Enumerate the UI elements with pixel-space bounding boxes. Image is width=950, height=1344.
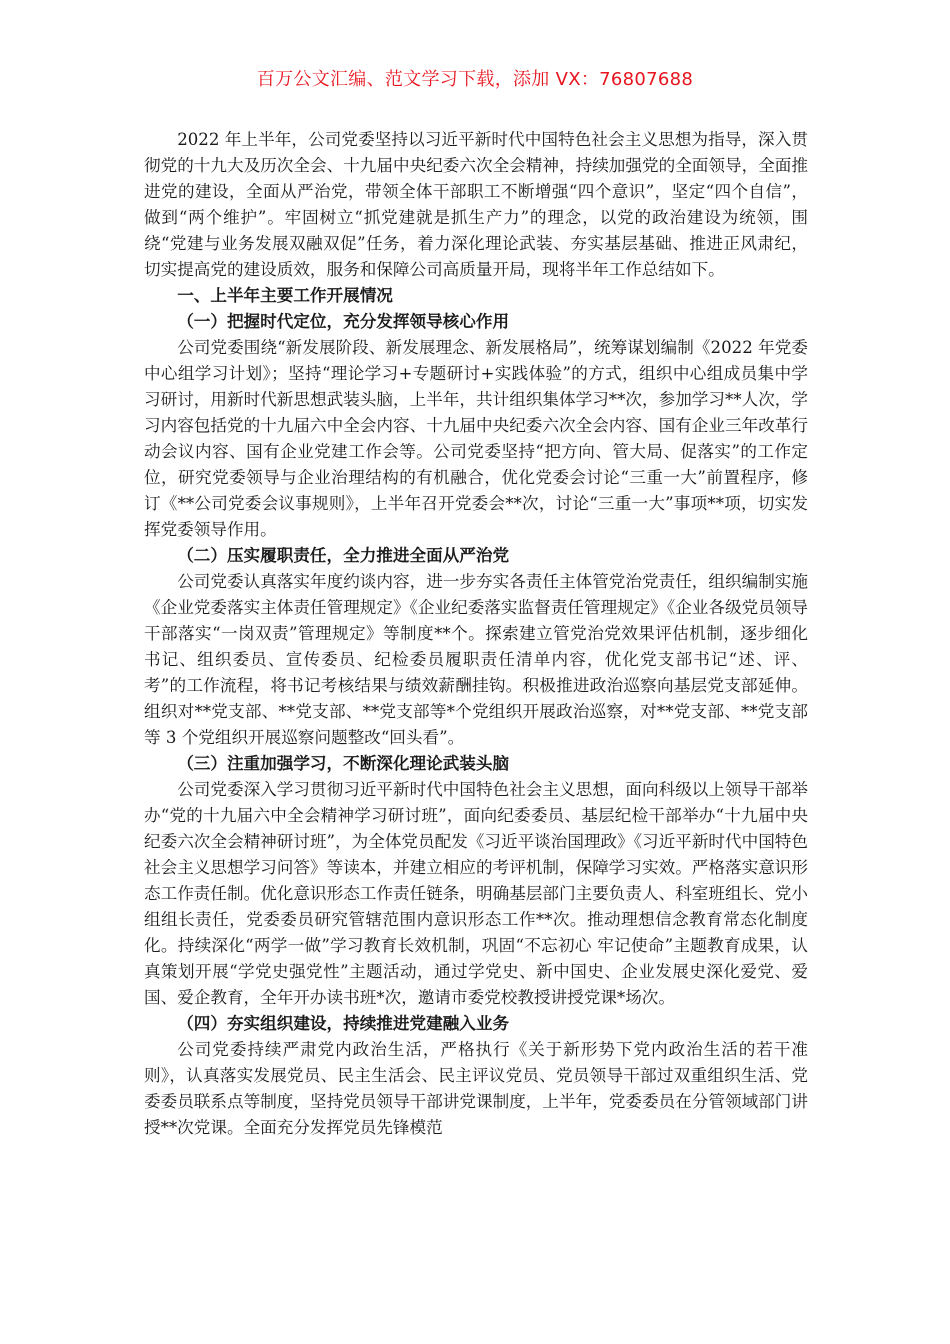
subsection-heading-4: （四）夯实组织建设，持续推进党建融入业务 — [177, 1014, 510, 1033]
subsection-paragraph-4: 公司党委持续严肃党内政治生活，严格执行《关于新形势下党内政治生活的若干准则》，认真落实发展党员、民主生活会、民主评议党员、党员领导干部过双重组织生活、党委委员联系点等制度，坚持党员领导干部讲党课制度，上半年，党委委员在分管领域部门讲授**次党课。全面充分发挥党员先锋模范 — [144, 1040, 808, 1137]
header-banner: 百万公文汇编、范文学习下载，添加 VX：76807688 — [256, 69, 694, 90]
subsection-paragraph-2: 公司党委认真落实年度约谈内容，进一步夯实各责任主体管党治党责任，组织编制实施《企业党委落实主体责任管理规定》《企业纪委落实监督责任管理规定》《企业各级党员领导干部落实“一岗双责”管理规定》等制度**个。探索建立管党治党效果评估机制，逐步细化书记、组织委员、宣传委员、纪检委员履职责任清单内容，优化党支部书记“述、评、考”的工作流程，将书记考核结果与绩效薪酬挂钩。积极推进政治巡察向基层党支部延伸。组织对**党支部、**党支部、**党支部等*个党组织开展政治巡察，对**党支部、**党支部等 3 个党组织开展巡察问题整改“回头看”。 — [144, 572, 808, 747]
subsection-heading-1: （一）把握时代定位，充分发挥领导核心作用 — [177, 312, 510, 331]
subsection-paragraph-3: 公司党委深入学习贯彻习近平新时代中国特色社会主义思想，面向科级以上领导干部举办“党的十九届六中全会精神学习研讨班”，面向纪委委员、基层纪检干部举办“十九届中央纪委六次全会精神研讨班”，为全体党员配发《习近平谈治国理政》《习近平新时代中国特色社会主义思想学习问答》等读本，并建立相应的考评机制，保障学习实效。严格落实意识形态工作责任制。优化意识形态工作责任链条，明确基层部门主要负责人、科室班组长、党小组组长责任，党委委员研究管辖范围内意识形态工作**次。推动理想信念教育常态化制度化。持续深化“两学一做”学习教育长效机制，巩固“不忘初心 牢记使命”主题教育成果，认真策划开展“学党史强党性”主题活动，通过学党史、新中国史、企业发展史深化爱党、爱国、爱企教育，全年开办读书班*次，邀请市委党校教授讲授党课*场次。 — [144, 780, 808, 1007]
intro-paragraph: 2022 年上半年，公司党委坚持以习近平新时代中国特色社会主义思想为指导，深入贯彻党的十九大及历次全会、十九届中央纪委六次全会精神，持续加强党的全面领导，全面推进党的建设，全面从严治党，带领全体干部职工不断增强“四个意识”，坚定“四个自信”，做到“两个维护”。牢固树立“抓党建就是抓生产力”的理念，以党的政治建设为统领，围绕“党建与业务发展双融双促”任务，着力深化理论武装、夯实基层基础、推进正风肃纪，切实提高党的建设质效，服务和保障公司高质量开局，现将半年工作总结如下。 — [144, 130, 808, 279]
section-heading-1: 一、上半年主要工作开展情况 — [177, 286, 393, 305]
document-body — [144, 127, 808, 1141]
subsection-heading-2: （二）压实履职责任，全力推进全面从严治党 — [177, 546, 510, 565]
subsection-heading-3: （三）注重加强学习，不断深化理论武装头脑 — [177, 754, 510, 773]
subsection-paragraph-1: 公司党委围绕“新发展阶段、新发展理念、新发展格局”，统筹谋划编制《2022 年党委中心组学习计划》；坚持“理论学习+专题研讨+实践体验”的方式，组织中心组成员集中学习研讨，用新时代新思想武装头脑，上半年，共计组织集体学习**次，参加学习**人次，学习内容包括党的十九届六中全会内容、十九届中央纪委六次全会内容、国有企业三年改革行动会议内容、国有企业党建工作会等。公司党委坚持“把方向、管大局、促落实”的工作定位，研究党委领导与企业治理结构的有机融合，优化党委会讨论“三重一大”前置程序，修订《**公司党委会议事规则》，上半年召开党委会**次，讨论“三重一大”事项**项，切实发挥党委领导作用。 — [144, 338, 808, 539]
